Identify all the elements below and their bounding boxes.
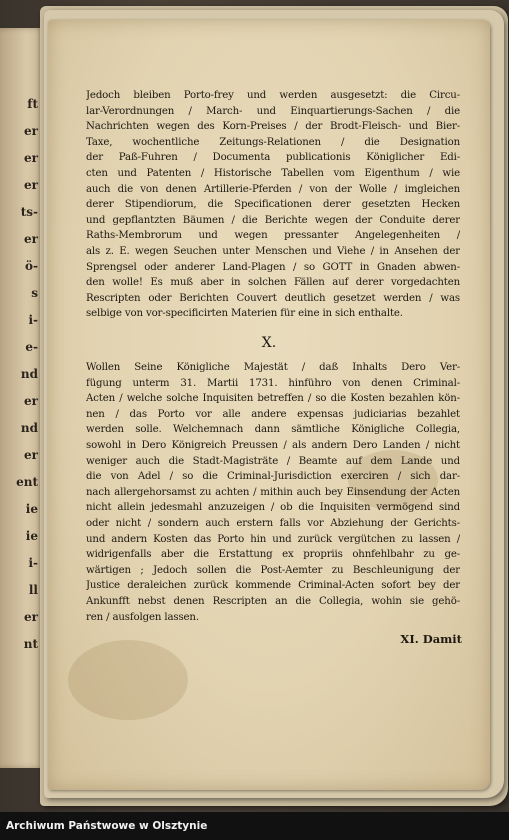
text-line: Jedoch bleiben Porto-frey und werden ausgesetzt: die Circu-	[86, 90, 460, 101]
left-page-fragment: er	[24, 178, 38, 192]
text-line: oder nicht / sondern auch erstern falls vor Abziehung der Gerichts-	[86, 517, 460, 529]
paragraph-1	[86, 88, 460, 322]
left-page-fragment: ent	[16, 475, 38, 489]
text-line: sowohl in Dero Königreich Preussen / als andern Dero Landen / nicht	[86, 439, 460, 451]
text-line: selbige von vor-specificirten Materien für eine in sich enthalte.	[86, 308, 403, 320]
paper-stain	[68, 640, 188, 720]
document-page	[48, 20, 490, 790]
text-line: die von Adel / so die Criminal-Jurisdiction exerciren / sich dar-	[86, 471, 460, 483]
left-page-fragment: ts-	[20, 205, 38, 219]
text-line: lar-Verordnungen / March- und Einquartierungs-Sachen / die	[86, 105, 460, 117]
archive-name: Archiwum Państwowe w Olsztynie	[6, 820, 208, 832]
text-line: Justice deraleichen zurück kommende Criminal-Acten sofort bey der	[86, 580, 460, 592]
left-page-fragment: er	[24, 124, 38, 138]
text-line: der Paß-Fuhren / Documenta publicationis Königlicher Edi-	[86, 152, 460, 164]
text-line: Nachrichten wegen des Korn-Preises / der Brodt-Fleisch- und Bier-	[86, 121, 460, 133]
left-page-fragment: nt	[23, 637, 38, 651]
left-page-fragment: er	[24, 232, 38, 246]
paragraph-2	[86, 360, 460, 625]
text-line: als z. E. wegen Seuchen unter Menschen und Viehe / in Ansehen der	[86, 245, 460, 257]
text-line: wärtigen ; Jedoch sollen die Post-Aemter zu Beschleunigung der	[86, 564, 460, 576]
left-page-fragment: er	[24, 151, 38, 165]
text-line: nen / das Porto vor alle andere expensas judiciarias bezahlet	[86, 408, 460, 420]
left-page-fragment: ö-	[25, 259, 38, 273]
catchword: XI. Damit	[400, 632, 462, 646]
text-line: Acten / welche solche Inquisiten betreffen / so die Kosten bezahlen kön-	[86, 393, 460, 405]
text-line: den wolle! Es muß aber in solchen Fällen auf derer vorgedachten	[86, 277, 460, 289]
left-page-fragment: i-	[28, 313, 38, 327]
text-line: Sprengsel oder anderer Land-Plagen / so GOTT in Gnaden abwen-	[86, 261, 460, 273]
left-page-fragment: s	[31, 286, 38, 300]
text-line: weniger auch die Stadt-Magisträte / Beamte auf dem Lande und	[86, 455, 460, 467]
text-line: Raths-Membrorum und wegen pressanter Angelegenheiten /	[86, 230, 460, 242]
left-page-fragment: er	[24, 394, 38, 408]
text-line: und gepflantzten Bäumen / die Berichte wegen der Conduite derer	[86, 214, 460, 226]
left-page-fragment: ll	[28, 583, 38, 597]
text-line: Wollen Seine Königliche Majestät / daß Inhalts Dero Ver-	[86, 362, 460, 373]
text-line: cten und Patenten / Historische Tabellen vom Eigenthum / wie	[86, 167, 460, 179]
archive-footer	[0, 812, 509, 840]
text-line: fügung unterm 31. Martii 1731. hinführo von denen Criminal-	[86, 377, 460, 389]
text-line: Rescripten oder Berichten Couvert deutlich gesetzet werden / was	[86, 292, 460, 304]
text-line: Ankunfft nebst denen Rescripten an die Collegia, wohin sie gehö-	[86, 595, 460, 607]
text-line: nicht allein jedesmahl anzuzeigen / ob die Inquisiten vermögend sind	[86, 502, 460, 514]
text-line: derer Stipendiorum, die Specificationen derer gesetzten Hecken	[86, 199, 460, 211]
left-page-fragment: er	[24, 610, 38, 624]
text-line: und andern Kosten das Porto hin und zurück vergütchen zu lassen /	[86, 533, 460, 545]
text-line: werden solle. Welchemnach dann sämtliche Königliche Collegia,	[86, 424, 460, 436]
left-page-fragment: ie	[25, 502, 38, 516]
text-line: Taxe, wochentliche Zeitungs-Relationen / die Designation	[86, 136, 460, 148]
left-page-fragment: ft	[27, 97, 38, 111]
left-page-fragment: e-	[25, 340, 38, 354]
left-page-fragment: ie	[25, 529, 38, 543]
left-page-fragment: nd	[20, 367, 38, 381]
left-page-fragment: nd	[20, 421, 38, 435]
left-page-fragment: i-	[28, 556, 38, 570]
text-line: ren / ausfolgen lassen.	[86, 611, 199, 623]
text-line: widrigenfalls aber die Erstattung ex propriis ohnfehlbahr zu ge-	[86, 549, 460, 561]
text-line: nach allergehorsamst zu achten / mithin auch bey Einsendung der Acten	[86, 486, 460, 498]
text-line: auch die von denen Artillerie-Pferden / von der Wolle / imgleichen	[86, 183, 460, 195]
section-number: X.	[261, 335, 277, 351]
left-page-fragment: er	[24, 448, 38, 462]
